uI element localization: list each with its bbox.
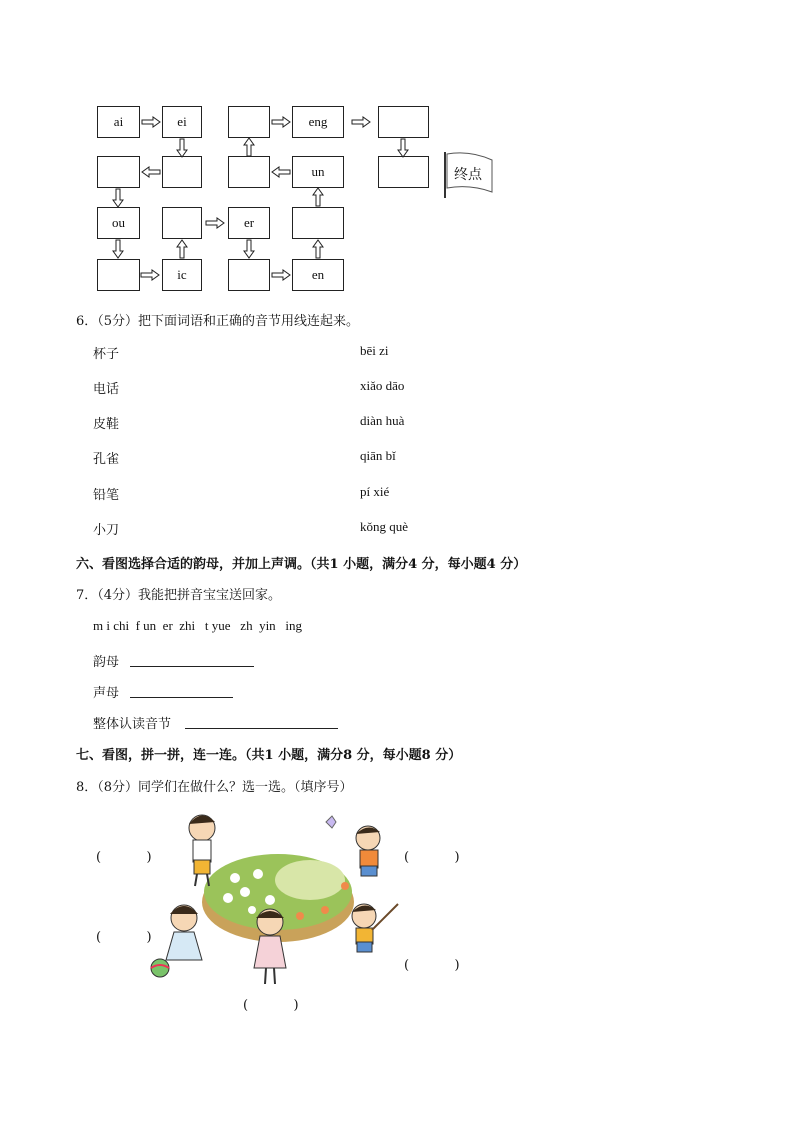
word-item[interactable]: 杯子 xyxy=(93,347,120,362)
pinyin-letters: m i chi f un er zhi t yue zh yin ing xyxy=(93,618,303,633)
syllable-item[interactable]: xiǎo dāo xyxy=(360,378,405,393)
arrow-right-icon xyxy=(352,117,370,127)
arrow-up-icon xyxy=(313,240,323,258)
maze-box: un xyxy=(292,156,344,188)
arrow-down-icon xyxy=(177,139,187,157)
word-item[interactable]: 孔雀 xyxy=(93,452,120,467)
answer-blank[interactable]: ( ) xyxy=(404,958,460,973)
arrow-left-icon xyxy=(142,167,160,177)
answer-blank[interactable]: ( ) xyxy=(243,998,299,1013)
answer-line[interactable] xyxy=(130,697,233,698)
arrow-up-icon xyxy=(177,240,187,258)
q6-title: 6．（5分）把下面词语和正确的音节用线连起来。 xyxy=(76,314,360,329)
arrow-left-icon xyxy=(272,167,290,177)
arrow-up-icon xyxy=(313,188,323,206)
arrow-down-icon xyxy=(113,240,123,258)
syllable-item[interactable]: diàn huà xyxy=(360,413,405,428)
arrow-right-icon xyxy=(142,117,160,127)
section-heading: 六、看图选择合适的韵母，并加上声调。（共1 小题，满分4 分，每小题4 分） xyxy=(76,557,527,572)
arrow-right-icon xyxy=(272,270,290,280)
syllable-item[interactable]: pí xié xyxy=(360,484,390,499)
maze-box: ic xyxy=(162,259,202,291)
word-item[interactable]: 小刀 xyxy=(93,523,120,538)
answer-line[interactable] xyxy=(185,728,338,729)
answer-blank[interactable]: ( ) xyxy=(404,850,460,865)
arrow-right-icon xyxy=(206,218,224,228)
arrow-down-icon xyxy=(398,139,408,157)
girl-with-ball-icon xyxy=(151,905,202,977)
arrow-down-icon xyxy=(113,189,123,207)
boy-waving-icon xyxy=(189,815,215,886)
q7-title: 7．（4分）我能把拼音宝宝送回家。 xyxy=(76,588,282,603)
label-zhengti: 整体认读音节 xyxy=(93,717,172,732)
answer-blank[interactable]: ( ) xyxy=(96,850,152,865)
syllable-item[interactable]: qiān bǐ xyxy=(360,448,396,463)
maze-box: en xyxy=(292,259,344,291)
maze-box: er xyxy=(228,207,270,239)
word-item[interactable]: 电话 xyxy=(93,382,120,397)
syllable-item[interactable]: bēi zi xyxy=(360,343,389,358)
label-shengmu: 声母 xyxy=(93,686,120,701)
maze-box: ou xyxy=(97,207,140,239)
section-heading: 七、看图，拼一拼，连一连。（共1 小题，满分8 分，每小题8 分） xyxy=(76,748,462,763)
maze-box: eng xyxy=(292,106,344,138)
arrow-right-icon xyxy=(141,270,159,280)
maze-arrows xyxy=(0,0,794,300)
girl-standing-icon xyxy=(254,909,286,984)
q8-title: 8．（8分）同学们在做什么？选一选。（填序号） xyxy=(76,780,353,795)
flag-label: 终点 xyxy=(454,167,482,183)
answer-blank[interactable]: ( ) xyxy=(96,930,152,945)
arrow-up-icon xyxy=(244,138,254,156)
maze-box: ai xyxy=(97,106,140,138)
word-item[interactable]: 铅笔 xyxy=(93,488,120,503)
arrow-down-icon xyxy=(244,240,254,258)
maze-box: ei xyxy=(162,106,202,138)
boy-with-net-icon xyxy=(352,904,398,952)
answer-line[interactable] xyxy=(130,666,254,667)
syllable-item[interactable]: kǒng què xyxy=(360,519,409,534)
children-playground-illustration xyxy=(140,800,410,1000)
word-item[interactable]: 皮鞋 xyxy=(93,417,120,432)
label-yunmu: 韵母 xyxy=(93,655,120,670)
arrow-right-icon xyxy=(272,117,290,127)
